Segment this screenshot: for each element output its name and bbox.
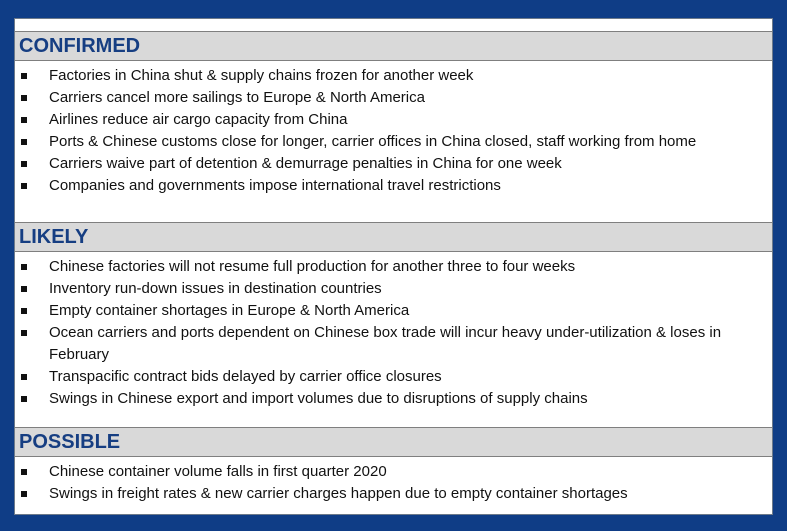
section-likely [15,222,772,410]
item-list [15,252,772,410]
square-bullet-icon [21,308,27,314]
item-text: Swings in Chinese export and import volumes due to disruptions of supply chains [49,390,588,407]
item-text: Inventory run-down issues in destination countries [49,280,382,297]
item-text: Carriers cancel more sailings to Europe & North America [49,89,425,106]
list-item [15,322,772,366]
section-title: POSSIBLE [15,427,772,457]
item-text: Factories in China shut & supply chains frozen for another week [49,67,474,84]
square-bullet-icon [21,95,27,101]
section-title: CONFIRMED [15,31,772,61]
list-item [15,65,772,87]
item-list [15,61,772,197]
square-bullet-icon [21,73,27,79]
square-bullet-icon [21,374,27,380]
square-bullet-icon [21,396,27,402]
list-item [15,483,772,505]
square-bullet-icon [21,491,27,497]
square-bullet-icon [21,117,27,123]
list-item [15,300,772,322]
square-bullet-icon [21,264,27,270]
list-item [15,153,772,175]
item-text: Carriers waive part of detention & demurrage penalties in China for one week [49,155,562,172]
list-item [15,175,772,197]
list-item [15,278,772,300]
list-item [15,366,772,388]
content-panel [14,18,773,515]
item-list [15,457,772,505]
square-bullet-icon [21,469,27,475]
item-text: Chinese container volume falls in first quarter 2020 [49,463,387,480]
item-text: Airlines reduce air cargo capacity from China [49,111,348,128]
square-bullet-icon [21,183,27,189]
square-bullet-icon [21,286,27,292]
section-possible [15,427,772,505]
list-item [15,131,772,153]
square-bullet-icon [21,161,27,167]
list-item [15,388,772,410]
list-item [15,87,772,109]
square-bullet-icon [21,139,27,145]
item-text: Companies and governments impose international travel restrictions [49,177,501,194]
list-item [15,109,772,131]
item-text: Ports & Chinese customs close for longer, carrier offices in China closed, staff working from home [49,133,697,150]
section-title: LIKELY [15,222,772,252]
item-text: Empty container shortages in Europe & North America [49,302,410,319]
section-confirmed [15,31,772,197]
item-text: Ocean carriers and ports dependent on Chinese box trade will incur heavy under-utilization & loses in February [49,324,722,363]
item-text: Swings in freight rates & new carrier charges happen due to empty container shortages [49,485,628,502]
list-item [15,461,772,483]
list-item [15,256,772,278]
item-text: Transpacific contract bids delayed by carrier office closures [49,368,442,385]
item-text: Chinese factories will not resume full production for another three to four weeks [49,258,576,275]
square-bullet-icon [21,330,27,336]
